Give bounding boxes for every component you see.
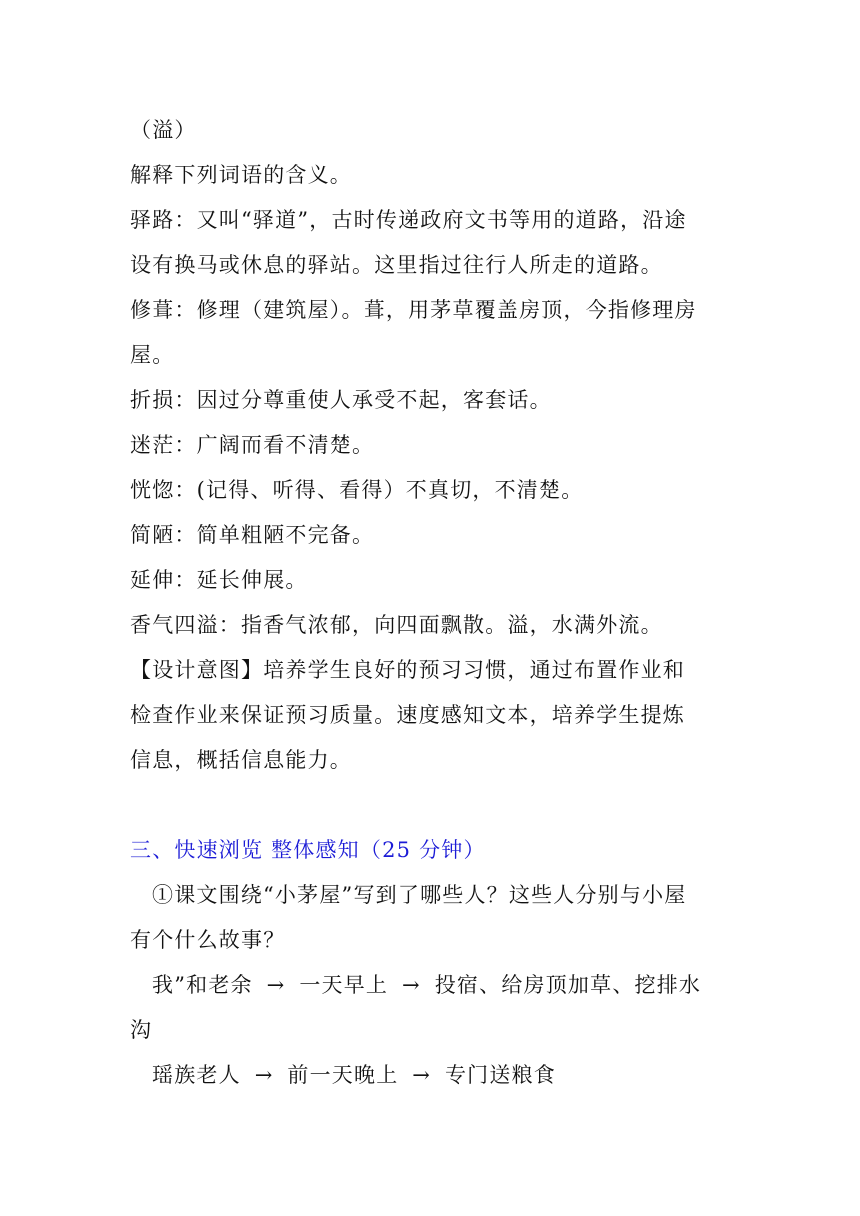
- text-line: 折损：因过分尊重使人承受不起，客套话。: [130, 388, 552, 412]
- design-intent-line: 【设计意图】培养学生良好的预习习惯，通过布置作业和: [130, 658, 685, 682]
- event-label: 专门送粮食: [444, 1063, 556, 1087]
- design-intent-line: 信息，概括信息能力。: [130, 748, 352, 772]
- text-line: 解释下列词语的含义。: [130, 163, 352, 187]
- text-line: 迷茫：广阔而看不清楚。: [130, 433, 375, 457]
- text-line: （溢）: [130, 118, 197, 142]
- event-label: 投宿、给房顶加草、挖排水: [434, 973, 702, 997]
- arrow-icon: →: [254, 1063, 274, 1087]
- text-line: 屋。: [130, 343, 175, 367]
- text-line: 恍惚：(记得、听得、看得）不真切，不清楚。: [130, 478, 584, 502]
- question-line: ①课文围绕“小茅屋”写到了哪些人？这些人分别与小屋: [152, 883, 687, 907]
- story-row: [130, 963, 740, 1008]
- text-line: 修葺：修理（建筑屋）。葺，用茅草覆盖房顶，今指修理房: [130, 298, 697, 322]
- time-label: 前一天晚上: [287, 1063, 399, 1087]
- text-line: 延伸：延长伸展。: [130, 568, 308, 592]
- document-page: [130, 108, 740, 1098]
- text-line: 香气四溢：指香气浓郁，向四面飘散。溢，水满外流。: [130, 613, 663, 637]
- text-line: 简陋：简单粗陋不完备。: [130, 523, 375, 547]
- section-heading: 三、快速浏览 整体感知（25 分钟）: [130, 838, 486, 862]
- design-intent-line: 检查作业来保证预习质量。速度感知文本，培养学生提炼: [130, 703, 685, 727]
- story-row: [130, 1053, 740, 1098]
- text-line: 驿路：又叫“驿道”，古时传递政府文书等用的道路，沿途: [130, 208, 687, 232]
- character-label: 我”和老余: [152, 973, 253, 997]
- arrow-icon: →: [412, 1063, 432, 1087]
- text-line: 设有换马或休息的驿站。这里指过往行人所走的道路。: [130, 253, 663, 277]
- time-label: 一天早上: [299, 973, 389, 997]
- character-label: 瑶族老人: [152, 1063, 241, 1087]
- story-row-continuation: 沟: [130, 1018, 153, 1042]
- question-line: 有个什么故事？: [130, 928, 286, 952]
- section-gap: [130, 783, 740, 828]
- arrow-icon: →: [402, 973, 421, 997]
- arrow-icon: →: [266, 973, 286, 997]
